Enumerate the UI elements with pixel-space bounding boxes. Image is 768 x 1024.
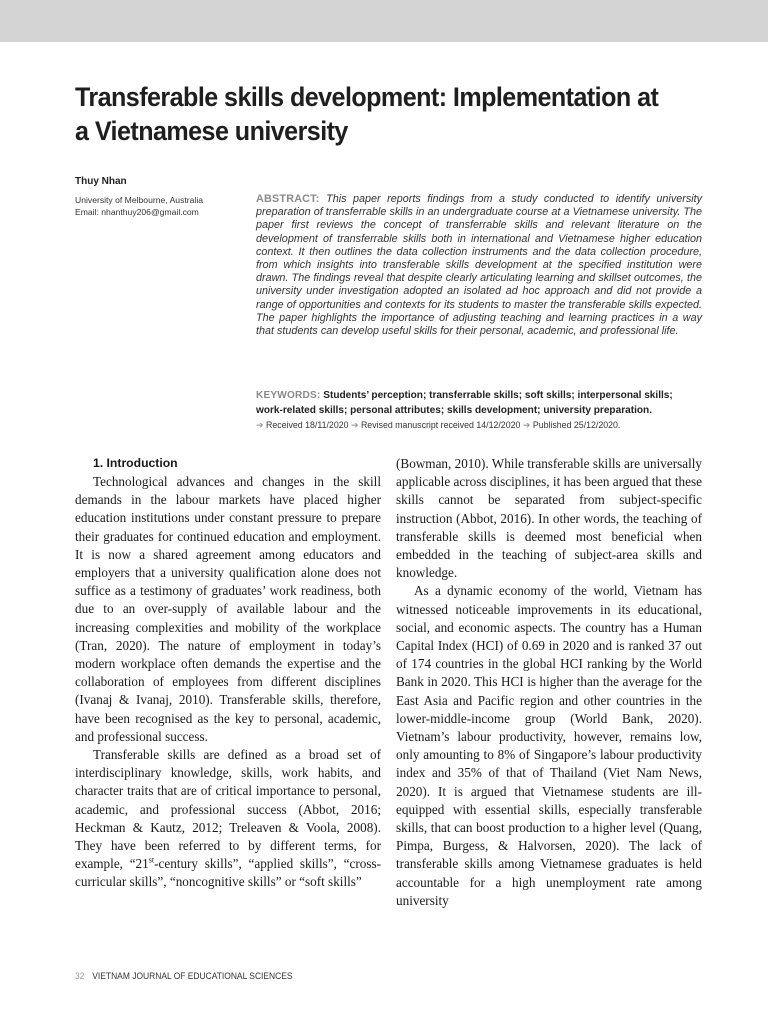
body-column-left — [75, 455, 381, 892]
page-footer — [75, 971, 293, 981]
abstract-text: This paper reports findings from a study conducted to identify university preparation of transferrable skills in an undergraduate course at a Vietnamese university. The paper first reviews the concept of transferrable skills and relevant literature on the development of transferrable skills both in international and Vietnamese higher education context. It then outlines the data collection instruments and the data collection procedure, from which insights into transferable skills development at the specified institution were drawn. The findings reveal that despite clearly articulating learning and skillset outcomes, the university under investigation adopted an isolated ad hoc approach and did not provide a range of opportunities and contexts for its students to master the transferable skills expected. The paper highlights the importance of adjusting teaching and learning practices in a way that students can develop useful skills for their personal, academic, and professional life. — [256, 193, 703, 338]
author-affiliation-block — [75, 194, 250, 218]
arrow-right-icon: ➔ — [350, 420, 359, 430]
body-text: -century skills”, “applied skills”, “cross-curricular skills”, “noncognitive skills” or “soft skills” — [75, 856, 381, 890]
body-column-right — [396, 455, 702, 910]
abstract-label: ABSTRACT: — [256, 193, 320, 205]
author-affiliation: University of Melbourne, Australia — [75, 195, 204, 205]
journal-name: VIETNAM JOURNAL OF EDUCATIONAL SCIENCES — [92, 971, 293, 981]
page-title: Transferable skills development: Implementation at a Vietnamese university — [75, 82, 659, 146]
body-paragraph: (Bowman, 2010). While transferable skills are universally applicable across disciplines, it has been argued that these skills cannot be separated from subject-specific instruction (Abbot, 2016). In other words, the teaching of transferable skills is deemed most beneficial when embedded in the teaching of subject-area skills and knowledge. — [396, 456, 702, 581]
keywords-label: KEYWORDS: — [256, 390, 321, 401]
keywords — [256, 389, 689, 418]
arrow-right-icon: ➔ — [522, 420, 531, 430]
page-number: 32 — [75, 971, 85, 981]
body-paragraph — [75, 746, 381, 892]
superscript: st — [148, 855, 155, 865]
abstract — [256, 193, 702, 338]
publication-dates — [256, 420, 706, 431]
section-heading: 1. Introduction — [93, 456, 178, 470]
author-name: Thuy Nhan — [75, 176, 127, 187]
date-received: Received 18/11/2020 — [266, 420, 349, 430]
body-paragraph: As a dynamic economy of the world, Vietnam has witnessed noticeable improvements in its educational, social, and economic aspects. The country has a Human Capital Index (HCI) of 0.69 in 2020 and is ranked 37 out of 174 countries in the global HCI ranking by the World Bank in 2020. This HCI is higher than the average for the East Asia and Pacific region and other countries in the lower-middle-income group (World Bank, 2020). Vietnam’s labour productivity, however, remains low, only amounting to 8% of Singapore’s labour productivity index and 35% of that of Thailand (Viet Nam News, 2020). It is argued that Vietnamese students are ill-equipped with essential skills, especially transferable skills, that can boost production to a higher level (Quang, Pimpa, Burgess, & Halvorsen, 2020). The lack of transferable skills among Vietnamese graduates is held accountable for a high unemployment rate among university — [396, 583, 702, 908]
date-published: Published 25/12/2020. — [532, 420, 621, 430]
keywords-text: Students’ perception; transferrable skills; soft skills; interpersonal skills; work-related skills; personal attributes; skills development; university preparation. — [256, 390, 673, 416]
date-revised: Revised manuscript received 14/12/2020 — [360, 420, 521, 430]
arrow-right-icon: ➔ — [256, 420, 264, 430]
body-text: Transferable skills are defined as a broad set of interdisciplinary knowledge, skills, work habits, and character traits that are of critical importance to personal, academic, and professional success (Abbot, 2016; Heckman & Kautz, 2012; Treleaven & Voola, 2008). They have been referred to by different terms, for example, “21 — [75, 747, 381, 872]
body-paragraph: Technological advances and changes in the skill demands in the labour markets have placed higher education institutions under constant pressure to prepare their graduates for continued education and employment. It is now a shared agreement among educators and employers that a university qualification alone does not suffice as a testimony of graduates’ work readiness, both due to an over-supply of available labour and the increasing complexities and mobility of the workplace (Tran, 2020). The nature of employment in today’s modern workplace often demands the expertise and the collaboration of employees from different disciplines (Ivanaj & Ivanaj, 2010). Transferable skills, therefore, have been recognised as the key to personal, academic, and professional success. — [75, 474, 381, 744]
top-bar — [0, 0, 768, 42]
author-email: Email: nhanthuy206@gmail.com — [75, 207, 199, 217]
